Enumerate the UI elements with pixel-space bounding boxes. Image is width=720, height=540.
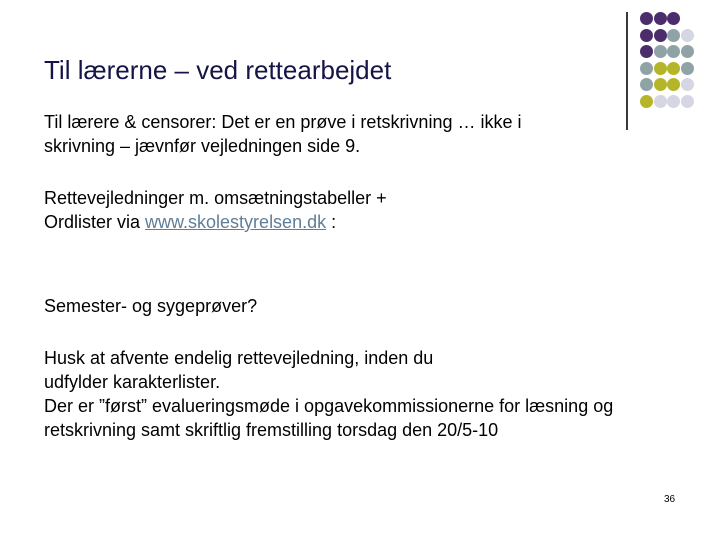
paragraph-line: skrivning – jævnfør vejledningen side 9.	[44, 136, 361, 156]
decorative-dot	[681, 45, 694, 58]
paragraph-line: Til lærere & censorer: Det er en prøve i retskrivning … ikke i	[44, 112, 522, 132]
decorative-dot	[654, 45, 667, 58]
paragraph-line: Husk at afvente endelig rettevejledning, inden du	[44, 348, 434, 368]
decorative-dot	[640, 95, 653, 108]
paragraph-censors	[44, 110, 521, 158]
skolestyrelsen-link[interactable]: www.skolestyrelsen.dk	[145, 212, 327, 232]
link-suffix: :	[326, 212, 337, 232]
decorative-dot	[681, 29, 694, 42]
divider-line	[626, 12, 628, 130]
decorative-dot	[654, 29, 667, 42]
decorative-dot	[667, 12, 680, 25]
decorative-dot	[640, 45, 653, 58]
decorative-dot	[681, 95, 694, 108]
decorative-dot	[667, 95, 680, 108]
paragraph-line: retskrivning samt skriftlig fremstilling torsdag den 20/5-10	[44, 420, 499, 440]
paragraph-line: Rettevejledninger m. omsætningstabeller +	[44, 188, 387, 208]
decorative-dot	[681, 78, 694, 91]
decorative-dot	[654, 62, 667, 75]
paragraph-reminder	[44, 346, 613, 442]
paragraph-line: Semester- og sygeprøver?	[44, 296, 258, 316]
paragraph-exams	[44, 294, 257, 318]
decorative-dot	[654, 78, 667, 91]
paragraph-guides	[44, 186, 387, 234]
decorative-dot	[640, 62, 653, 75]
decorative-dot	[667, 29, 680, 42]
decorative-dot	[640, 29, 653, 42]
decorative-dot	[654, 12, 667, 25]
decorative-dot	[640, 78, 653, 91]
decorative-dot	[667, 45, 680, 58]
decorative-dot	[654, 95, 667, 108]
decorative-dot	[667, 62, 680, 75]
link-prefix: Ordlister via	[44, 212, 146, 232]
paragraph-line	[44, 210, 387, 234]
decorative-dot	[667, 78, 680, 91]
slide-title: Til lærerne – ved rettearbejdet	[44, 55, 392, 85]
page-number: 36	[664, 494, 676, 505]
decorative-dot	[681, 62, 694, 75]
decorative-dot	[640, 12, 653, 25]
paragraph-line: Der er ”først” evalueringsmøde i opgavekommissionerne for læsning og	[44, 396, 614, 416]
paragraph-line: udfylder karakterlister.	[44, 372, 221, 392]
